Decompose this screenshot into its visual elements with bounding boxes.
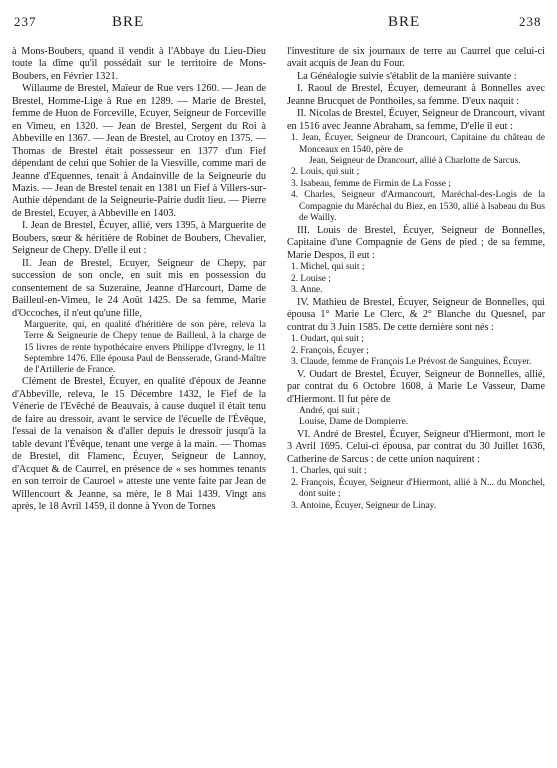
right-text-column (287, 46, 545, 512)
right-column-paragraph: 2. François, Écuyer, Seigneur d'Hiermont, allié à N... du Monchel, dont suite ; (291, 477, 545, 499)
right-column-paragraph: 2. Louise ; (291, 273, 331, 284)
left-column-paragraph: II. Jean de Brestel, Ecuyer, Seigneur de Chepy, par succession de son oncle, en suit mis en possession du consentement de sa Suzeraine, Jeanne d'Harcourt, Dame de Bailleul-en-Vimeu, le 24 Août 1425. De sa femme, Marie d'Occoches, il n'eut qu'une fille, (12, 257, 266, 319)
right-column-paragraph: 3. Antoine, Écuyer, Seigneur de Linay. (291, 500, 437, 511)
right-page-number: 238 (519, 14, 542, 29)
right-column-paragraph: 3. Claude, femme de François Le Prévost de Sanguines, Écuyer. (291, 357, 532, 368)
right-column-paragraph: 3. Isabeau, femme de Firmin de La Fosse ; (291, 178, 451, 189)
right-column-paragraph: 2. Louis, qui suit ; (291, 167, 360, 178)
right-running-head: BRE (388, 14, 421, 30)
right-column-paragraph: 1. Charles, qui suit ; (291, 466, 367, 476)
right-column-paragraph: 2. François, Écuyer ; (291, 345, 369, 356)
left-column-paragraph: Willaume de Brestel, Maïeur de Rue vers 1260. — Jean de Brestel, Homme-Lige à Rue en 1289. — Marie de Brestel, femme de Huon de Forceville, Ecuyer, Seigneur de Forceville en Vimeu, en 1320. — Jean de Brestel, Sergent du Roi à Abbeville en 1367. — Jean de Brestel, au Crotoy en 1375. — Thomas de Brestel était possesseur en 1377 d'un Fief dépendant de celui que Sohier de la Viesville, comme mari de Jeanne d'Equennes, tenait à Andainville de la Seigneurie du Mazis. — Jean de Brestel tenait en 1381 un Fief à Villers-sur-Authie dépendant de la Seigneurie-Pairie dudit lieu. — Pierre de Brestel, Ecuyer, à Abbeville en 1403. (12, 83, 266, 219)
right-column-paragraph: I. Raoul de Brestel, Écuyer, demeurant à Bonnelles avec Jeanne Brucquet de Ponthoiles, sa femme. D'eux naquit : (287, 83, 545, 107)
right-column-paragraph: 1. Michel, qui suit ; (291, 262, 365, 273)
right-column-paragraph: La Généalogie suivie s'établit de la manière suivante : (297, 70, 517, 82)
left-column-paragraph: I. Jean de Brestel, Écuyer, allié, vers 1395, à Marguerite de Boubers, sœur & héritière de Robinet de Boubers, Chevalier, Seigneur de Chepy. D'elle il eut : (12, 220, 266, 257)
right-column-paragraph: Jean, Seigneur de Drancourt, allié à Charlotte de Sarcus. (309, 156, 521, 167)
left-column-paragraph: à Mons-Boubers, quand il vendit à l'Abbaye du Lieu-Dieu toute la dîme qu'il possédait sur le territoire de Mons-Boubers, en Février 1321. (12, 46, 266, 82)
right-column-paragraph: 4. Charles, Seigneur d'Armancourt, Maréchal-des-Logis de la Compagnie du Maréchal du Biez, en 1530, allié à Isabeau du Bus de Wailly. (291, 190, 545, 224)
left-text-column (12, 46, 266, 513)
right-column-paragraph: VI. André de Brestel, Écuyer, Seigneur d'Hiermont, mort le 3 Avril 1695. Celui-ci épousa, par contrat du 30 Juillet 1636, Catherine de Sarcus : de cette union naquirent : (287, 428, 545, 465)
right-column-paragraph: V. Oudart de Brestel, Écuyer, Seigneur de Bonnelles, allié, par contrat du 6 Octobre 1608, à Marie Le Vasseur, Dame d'Hiermont. Il fut père de (287, 368, 545, 405)
right-column-paragraph: 1. Jean, Écuyer, Seigneur de Drancourt, Capitaine du château de Monceaux en 1540, père de (291, 133, 545, 155)
right-column-paragraph: IV. Mathieu de Brestel, Écuyer, Seigneur de Bonnelles, qui épousa 1° Marie Le Clerc, & 2° Blanche du Quesnel, par contrat du 3 Juin 1585. De cette dernière sont nés : (287, 296, 545, 333)
left-running-head: BRE (112, 14, 145, 30)
right-column-paragraph: l'investiture de six journaux de terre au Caurrel que celui-ci avait acquis de Jean du Four. (287, 46, 545, 70)
right-column-paragraph: André, qui suit ; (299, 406, 360, 417)
left-page-number: 237 (14, 14, 37, 29)
right-column-paragraph: 1. Oudart, qui suit ; (291, 334, 364, 345)
right-column-paragraph: II. Nicolas de Brestel, Écuyer, Seigneur de Drancourt, vivant en 1516 avec Jeanne Abraham, sa femme, D'elle il eut : (287, 108, 545, 132)
right-column-paragraph: III. Louis de Brestel, Écuyer, Seigneur de Bonnelles, Capitaine d'une Compagnie de Gens de pied ; de sa femme, Marie Despos, il eut : (287, 224, 545, 261)
left-column-paragraph: Marguerite, qui, en qualité d'héritière de son père, releva la Terre & Seigneurie de Chepy tenue de Bailleul, à la charge de 15 livres de rente hypothécaire envers Philippe d'Ivregny, le 11 Septembre 1476. Elle épousa Paul de Bensserade, Grand-Maître de l'Artillerie de France. (24, 319, 266, 376)
right-column-paragraph: Louise, Dame de Dompierre. (299, 417, 409, 428)
right-column-paragraph: 3. Anne. (291, 285, 323, 296)
left-column-paragraph: Clément de Brestel, Écuyer, en qualité d'époux de Jeanne d'Abbeville, releva, le 15 Décembre 1432, le Fief de la Vénerie de l'Evêché de Beauvais, à cause duquel il était tenu de faire au dressoir, avant le service de l'écuelle de l'Évêque, l'essai de la venaison & d'aller depuis le dressoir jusqu'à la table devant l'Évêque, tenant une verge à la main. — Thomas de Brestel, dit Flamenc, Écuyer, Seigneur de Lannoy, d'Acquet & de Caurrel, en présence de « ses hommes tenants en son terroir de Cauroel » atteste une vente faite par Jean de Willencourt & Jeanne, sa mère, le 8 Mai 1439. Vingt ans après, le 18 Avril 1459, il donne à Yvon de Tornes (12, 376, 266, 512)
